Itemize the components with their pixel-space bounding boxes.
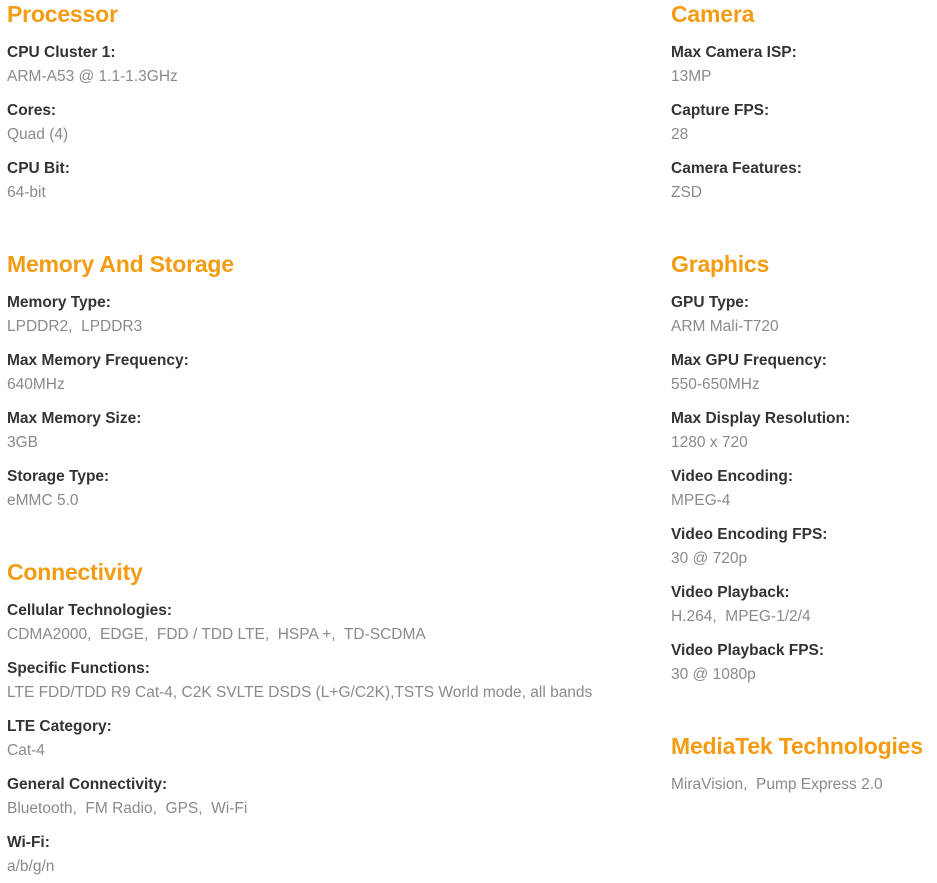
spec-cellular-technologies xyxy=(7,601,426,645)
spec-storage-type xyxy=(7,467,109,511)
connectivity-section-title: Connectivity xyxy=(7,559,143,585)
spec-wifi xyxy=(7,833,54,877)
spec-label: Max Memory Frequency: xyxy=(7,352,189,369)
spec-label: General Connectivity: xyxy=(7,776,168,793)
spec-label: Max GPU Frequency: xyxy=(671,352,827,369)
spec-label: Video Encoding FPS: xyxy=(671,526,828,543)
spec-value: LTE FDD/TDD R9 Cat-4, C2K SVLTE DSDS (L+G/C2K),TSTS World mode, all bands xyxy=(7,684,593,701)
mediatek-section-title: MediaTek Technologies xyxy=(671,733,923,759)
spec-label: Storage Type: xyxy=(7,468,110,485)
spec-value: 28 xyxy=(671,126,689,143)
spec-label: Cellular Technologies: xyxy=(7,602,173,619)
spec-value: Quad (4) xyxy=(7,126,69,143)
spec-value: ARM Mali-T720 xyxy=(671,318,779,335)
spec-value: LPDDR2, LPDDR3 xyxy=(7,318,143,335)
spec-label: CPU Bit: xyxy=(7,160,70,177)
spec-value: H.264, MPEG-1/2/4 xyxy=(671,608,811,625)
spec-value: Bluetooth, FM Radio, GPS, Wi-Fi xyxy=(7,800,248,817)
spec-cpu-bit xyxy=(7,159,70,203)
spec-value: 13MP xyxy=(671,68,712,85)
spec-gpu-type xyxy=(671,293,779,337)
spec-max-memory-size xyxy=(7,409,141,453)
spec-max-gpu-frequency xyxy=(671,351,827,395)
spec-label: Video Encoding: xyxy=(671,468,793,485)
spec-label: Memory Type: xyxy=(7,294,111,311)
spec-cores xyxy=(7,101,68,145)
spec-value: eMMC 5.0 xyxy=(7,492,79,509)
spec-max-display-resolution xyxy=(671,409,850,453)
spec-value: a/b/g/n xyxy=(7,858,55,875)
spec-label: Specific Functions: xyxy=(7,660,150,677)
spec-label: CPU Cluster 1: xyxy=(7,44,116,61)
camera-section-title: Camera xyxy=(671,1,755,27)
spec-label: Video Playback FPS: xyxy=(671,642,825,659)
spec-value: 30 @ 720p xyxy=(671,550,748,567)
spec-camera-features xyxy=(671,159,802,203)
spec-label: Camera Features: xyxy=(671,160,802,177)
spec-value: 1280 x 720 xyxy=(671,434,748,451)
spec-label: LTE Category: xyxy=(7,718,112,735)
spec-cpu-cluster xyxy=(7,43,178,87)
spec-max-memory-frequency xyxy=(7,351,189,395)
spec-value: 64-bit xyxy=(7,184,46,201)
spec-label: Capture FPS: xyxy=(671,102,770,119)
spec-label: Wi-Fi: xyxy=(7,834,50,851)
memory-section-title: Memory And Storage xyxy=(7,251,234,277)
spec-value: 3GB xyxy=(7,434,39,451)
spec-video-encoding xyxy=(671,467,793,511)
spec-memory-type xyxy=(7,293,142,337)
spec-label: GPU Type: xyxy=(671,294,750,311)
spec-label: Max Display Resolution: xyxy=(671,410,851,427)
spec-video-playback-fps xyxy=(671,641,824,685)
spec-video-playback xyxy=(671,583,811,627)
processor-section-title: Processor xyxy=(7,1,118,27)
spec-video-encoding-fps xyxy=(671,525,827,569)
spec-value: ZSD xyxy=(671,184,702,201)
spec-value: ARM-A53 @ 1.1-1.3GHz xyxy=(7,68,178,85)
spec-value: Cat-4 xyxy=(7,742,45,759)
spec-value: CDMA2000, EDGE, FDD / TDD LTE, HSPA +, TD-SCDMA xyxy=(7,626,426,643)
spec-label: Max Memory Size: xyxy=(7,410,142,427)
spec-value: MPEG-4 xyxy=(671,492,731,509)
spec-label: Video Playback: xyxy=(671,584,790,601)
spec-lte-category xyxy=(7,717,112,761)
spec-label: Cores: xyxy=(7,102,57,119)
spec-capture-fps xyxy=(671,101,769,145)
spec-value: 550-650MHz xyxy=(671,376,760,393)
spec-value: 30 @ 1080p xyxy=(671,666,756,683)
spec-label: Max Camera ISP: xyxy=(671,44,797,61)
spec-value: 640MHz xyxy=(7,376,65,393)
spec-max-camera-isp xyxy=(671,43,797,87)
graphics-section-title: Graphics xyxy=(671,251,770,277)
spec-specific-functions xyxy=(7,659,592,703)
spec-general-connectivity xyxy=(7,775,247,819)
mediatek-technologies-value: MiraVision, Pump Express 2.0 xyxy=(671,776,883,793)
